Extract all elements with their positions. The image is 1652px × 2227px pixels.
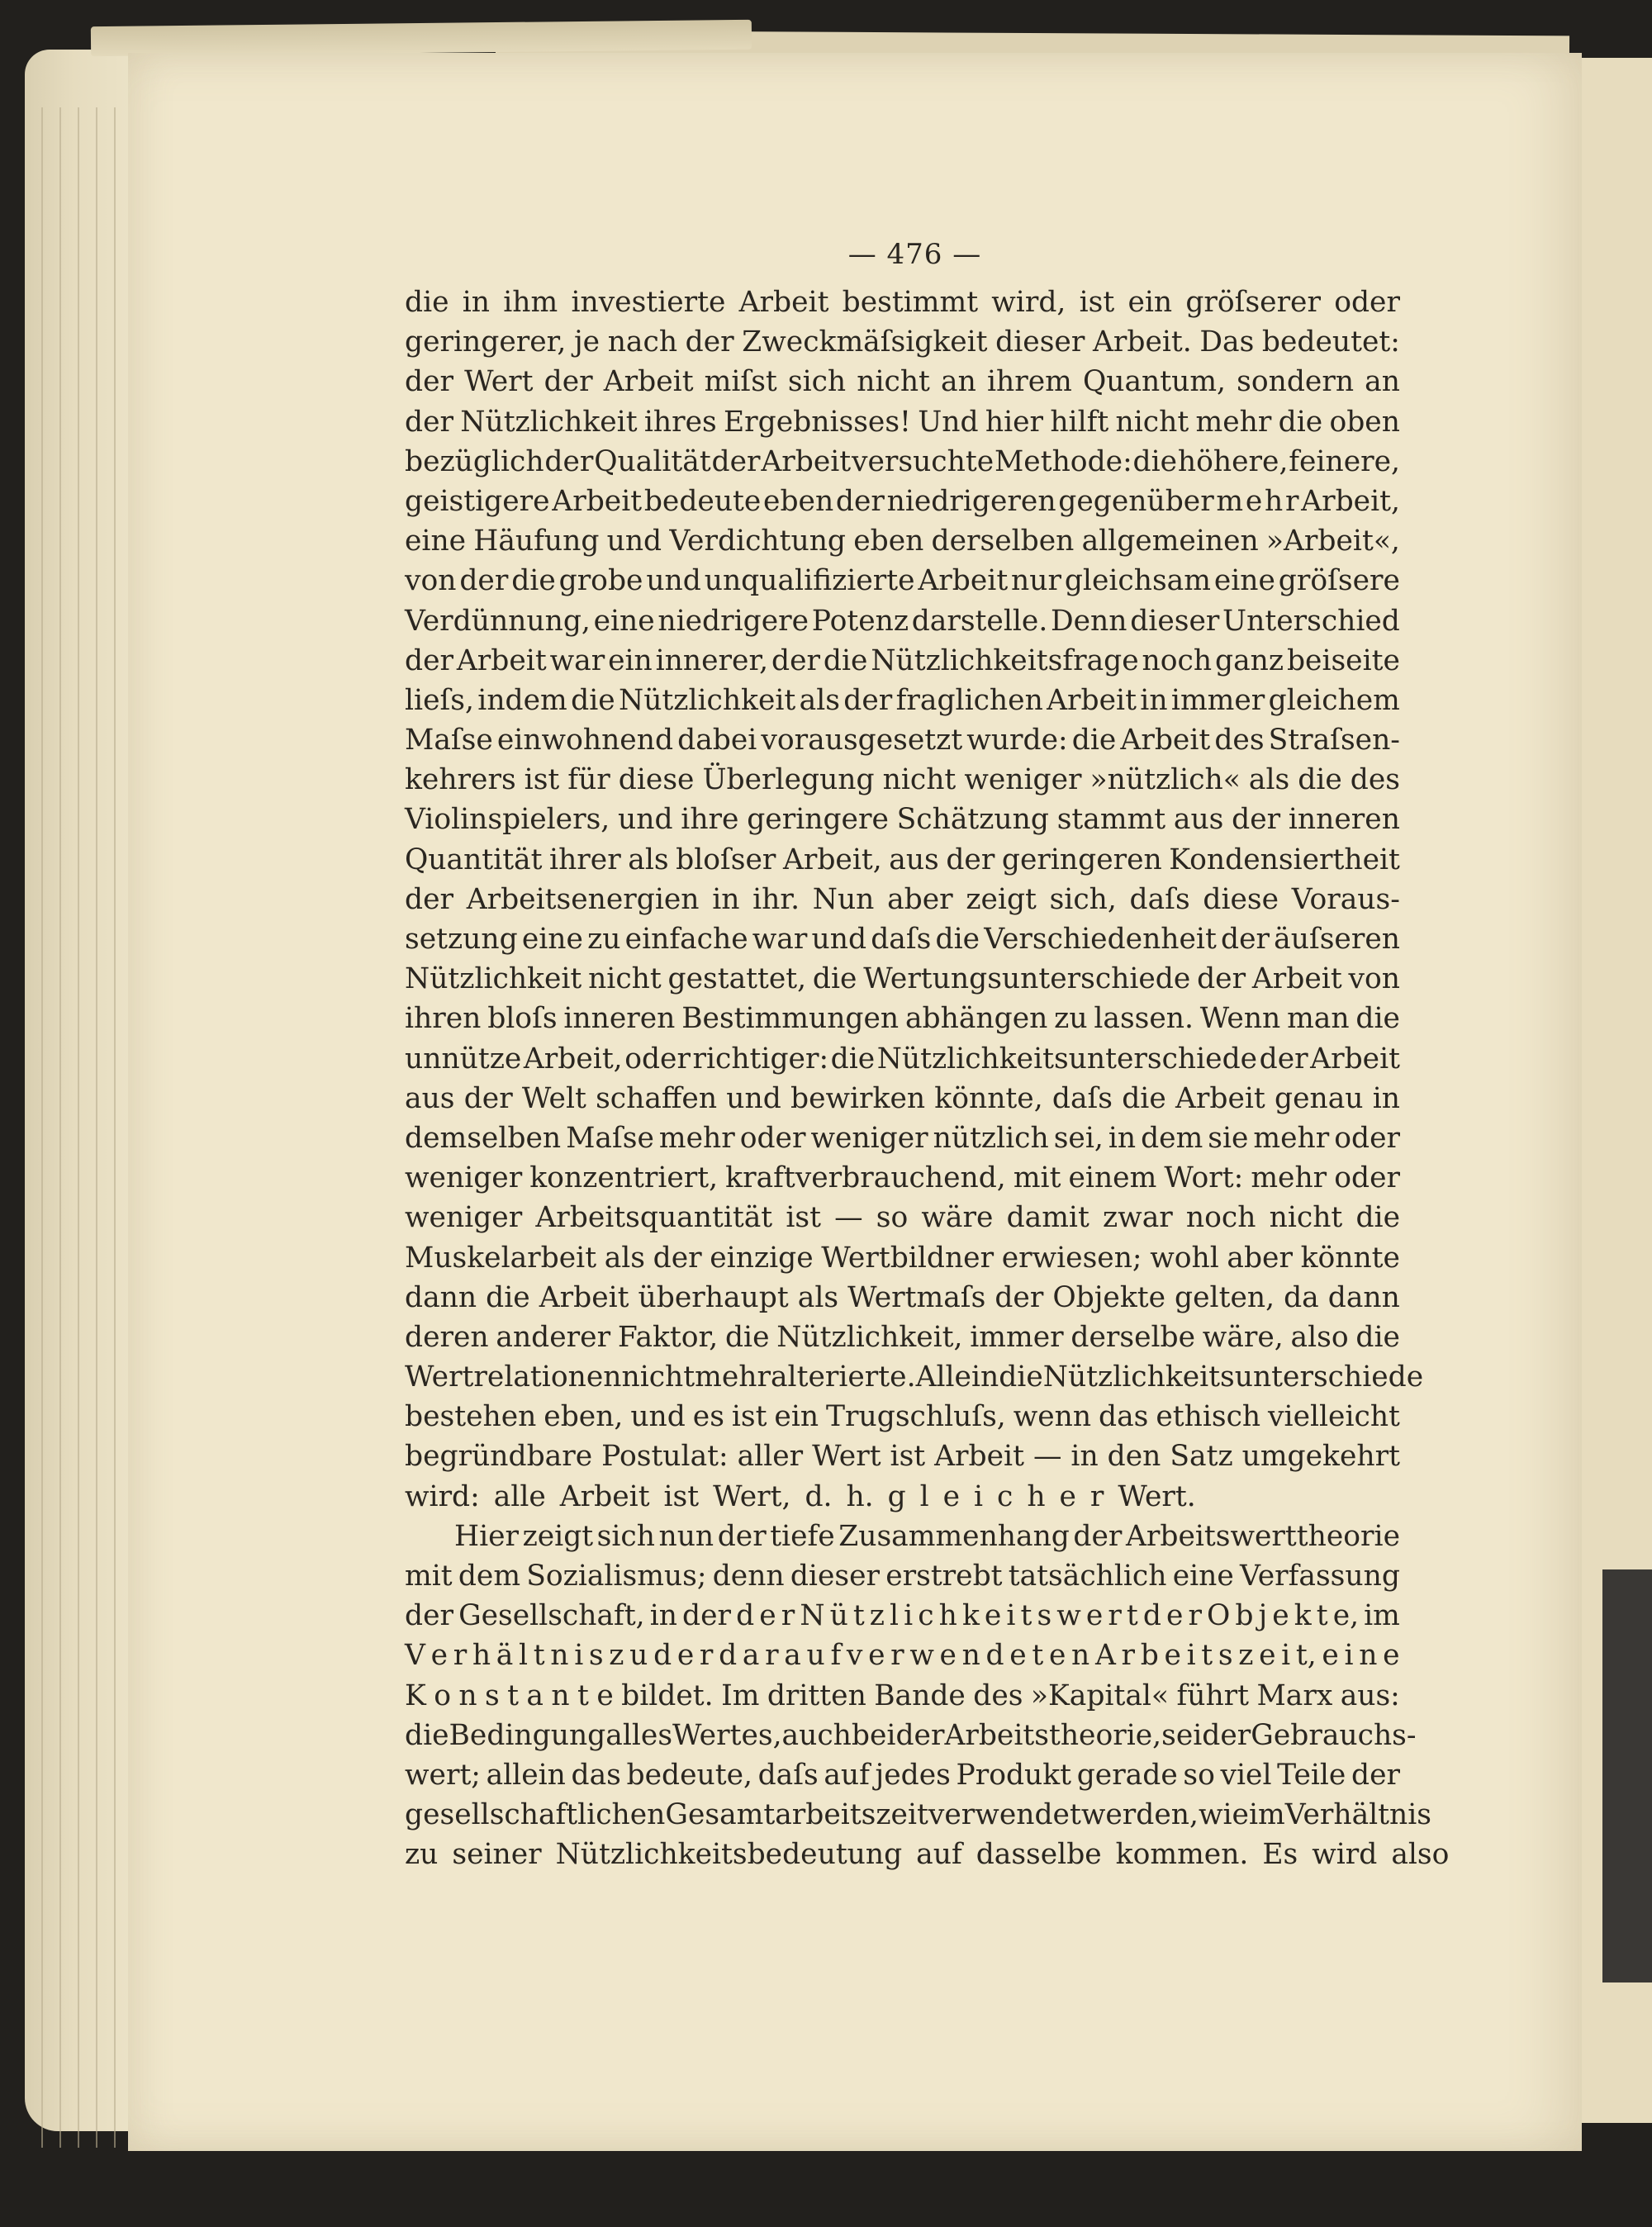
text-line: der Wert der Arbeit miſst sich nicht an ihrem Quantum, sondern an bbox=[405, 365, 1400, 399]
text-line: aus der Welt schaffen und bewirken könnte, daſs die Arbeit genau in bbox=[405, 1081, 1400, 1115]
text-line: Nützlichkeit nicht gestattet, die Wertungsunterschiede der Arbeit von bbox=[405, 962, 1400, 996]
text-line: Verdünnung, eine niedrigere Potenz darstelle. Denn dieser Unterschied bbox=[405, 604, 1400, 638]
body-text bbox=[405, 283, 1450, 1875]
page-number: — 476 — bbox=[847, 238, 982, 271]
page-text bbox=[405, 231, 1450, 1875]
text-line: ihren bloſs inneren Bestimmungen abhängen zu lassen. Wenn man die bbox=[405, 1002, 1400, 1036]
text-line: Quantität ihrer als bloſser Arbeit, aus der geringeren Kondensiertheit bbox=[405, 843, 1400, 876]
text-line: begründbare Postulat: aller Wert ist Arbeit — in den Satz umgekehrt bbox=[405, 1440, 1400, 1474]
text-line: wert; allein das bedeute, daſs auf jedes Produkt gerade so viel Teile der bbox=[405, 1758, 1400, 1792]
text-line: zu seiner Nützlichkeitsbedeutung auf dasselbe kommen. Es wird also bbox=[405, 1838, 1450, 1872]
text-line: bezüglich der Qualität der Arbeit versuchte Methode: die höhere, feinere, bbox=[405, 444, 1400, 478]
text-line: eine Häufung und Verdichtung eben derselben allgemeinen »Arbeit«, bbox=[405, 525, 1400, 558]
text-line: dann die Arbeit überhaupt als Wertmaſs der Objekte gelten, da dann bbox=[405, 1280, 1400, 1314]
text-line: der Arbeitsenergien in ihr. Nun aber zeigt sich, daſs diese Voraus- bbox=[405, 882, 1400, 916]
text-line: unnütze Arbeit, oder richtiger: die Nützlichkeitsunterschiede der Arbeit bbox=[405, 1042, 1400, 1076]
text-line: der Nützlichkeit ihres Ergebnisses! Und hier hilft nicht mehr die oben bbox=[405, 405, 1400, 439]
text-line: Violinspielers, und ihre geringere Schätzung stammt aus der inneren bbox=[405, 803, 1400, 837]
text-line: der Gesellschaft, in der d e r N ü t z l i c h k e i t s w e r t d e r O b j e k t e, im bbox=[405, 1599, 1400, 1633]
text-line: demselben Maſse mehr oder weniger nützlich sei, in dem sie mehr oder bbox=[405, 1121, 1400, 1155]
text-line: wird: alle Arbeit ist Wert, d. h. g l e i c h e r Wert. bbox=[405, 1479, 1196, 1513]
text-line: geringerer, je nach der Zweckmäſsigkeit dieser Arbeit. Das bedeutet: bbox=[405, 325, 1400, 359]
text-line: deren anderer Faktor, die Nützlichkeit, immer derselbe wäre, also die bbox=[405, 1320, 1400, 1354]
text-line: weniger konzentriert, kraftverbrauchend, mit einem Wort: mehr oder bbox=[405, 1161, 1400, 1195]
text-line: bestehen eben, und es ist ein Trugschluſs, wenn das ethisch vielleicht bbox=[405, 1400, 1400, 1434]
text-line: die in ihm investierte Arbeit bestimmt wird, ist ein gröſserer oder bbox=[405, 286, 1400, 319]
text-line: K o n s t a n t e bildet. Im dritten Bande des »Kapital« führt Marx aus: bbox=[405, 1679, 1400, 1712]
text-line: von der die grobe und unqualifizierte Arbeit nur gleichsam eine gröſsere bbox=[405, 564, 1400, 598]
text-line: weniger Arbeitsquantität ist — so wäre damit zwar noch nicht die bbox=[405, 1201, 1400, 1235]
text-line: geistigere Arbeit bedeute eben der niedrigeren gegenüber m e h r Arbeit, bbox=[405, 484, 1400, 518]
text-line: die Bedingung alles Wertes, auch bei der Arbeitstheorie, sei der Gebrauchs- bbox=[405, 1718, 1417, 1752]
text-line: Hier zeigt sich nun der tiefe Zusammenhang der Arbeitswerttheorie bbox=[454, 1519, 1400, 1553]
text-line: Maſse einwohnend dabei vorausgesetzt wurde: die Arbeit des Straſsen- bbox=[405, 724, 1400, 757]
text-line: Wertrelationen nicht mehr alterierte. Allein die Nützlichkeitsunterschiede bbox=[405, 1360, 1424, 1394]
text-line: setzung eine zu einfache war und daſs die Verschiedenheit der äuſseren bbox=[405, 923, 1400, 956]
text-line: V e r h ä l t n i s z u d e r d a r a u f v e r w e n d e t e n A r b e i t s z e i t, e i n e bbox=[405, 1639, 1400, 1673]
text-line: Muskelarbeit als der einzige Wertbildner erwiesen; wohl aber könnte bbox=[405, 1241, 1400, 1275]
text-line: lieſs, indem die Nützlichkeit als der fraglichen Arbeit in immer gleichem bbox=[405, 683, 1400, 717]
text-line: mit dem Sozialismus; denn dieser erstrebt tatsächlich eine Verfassung bbox=[405, 1560, 1400, 1593]
text-line: gesellschaftlichen Gesamtarbeitszeit verwendet werden, wie im Verhältnis bbox=[405, 1798, 1432, 1832]
text-line: kehrers ist für diese Überlegung nicht weniger »nützlich« als die des bbox=[405, 763, 1400, 797]
text-line: der Arbeit war ein innerer, der die Nützlichkeitsfrage noch ganz beiseite bbox=[405, 643, 1400, 677]
shadow-gap bbox=[1602, 1569, 1652, 1982]
